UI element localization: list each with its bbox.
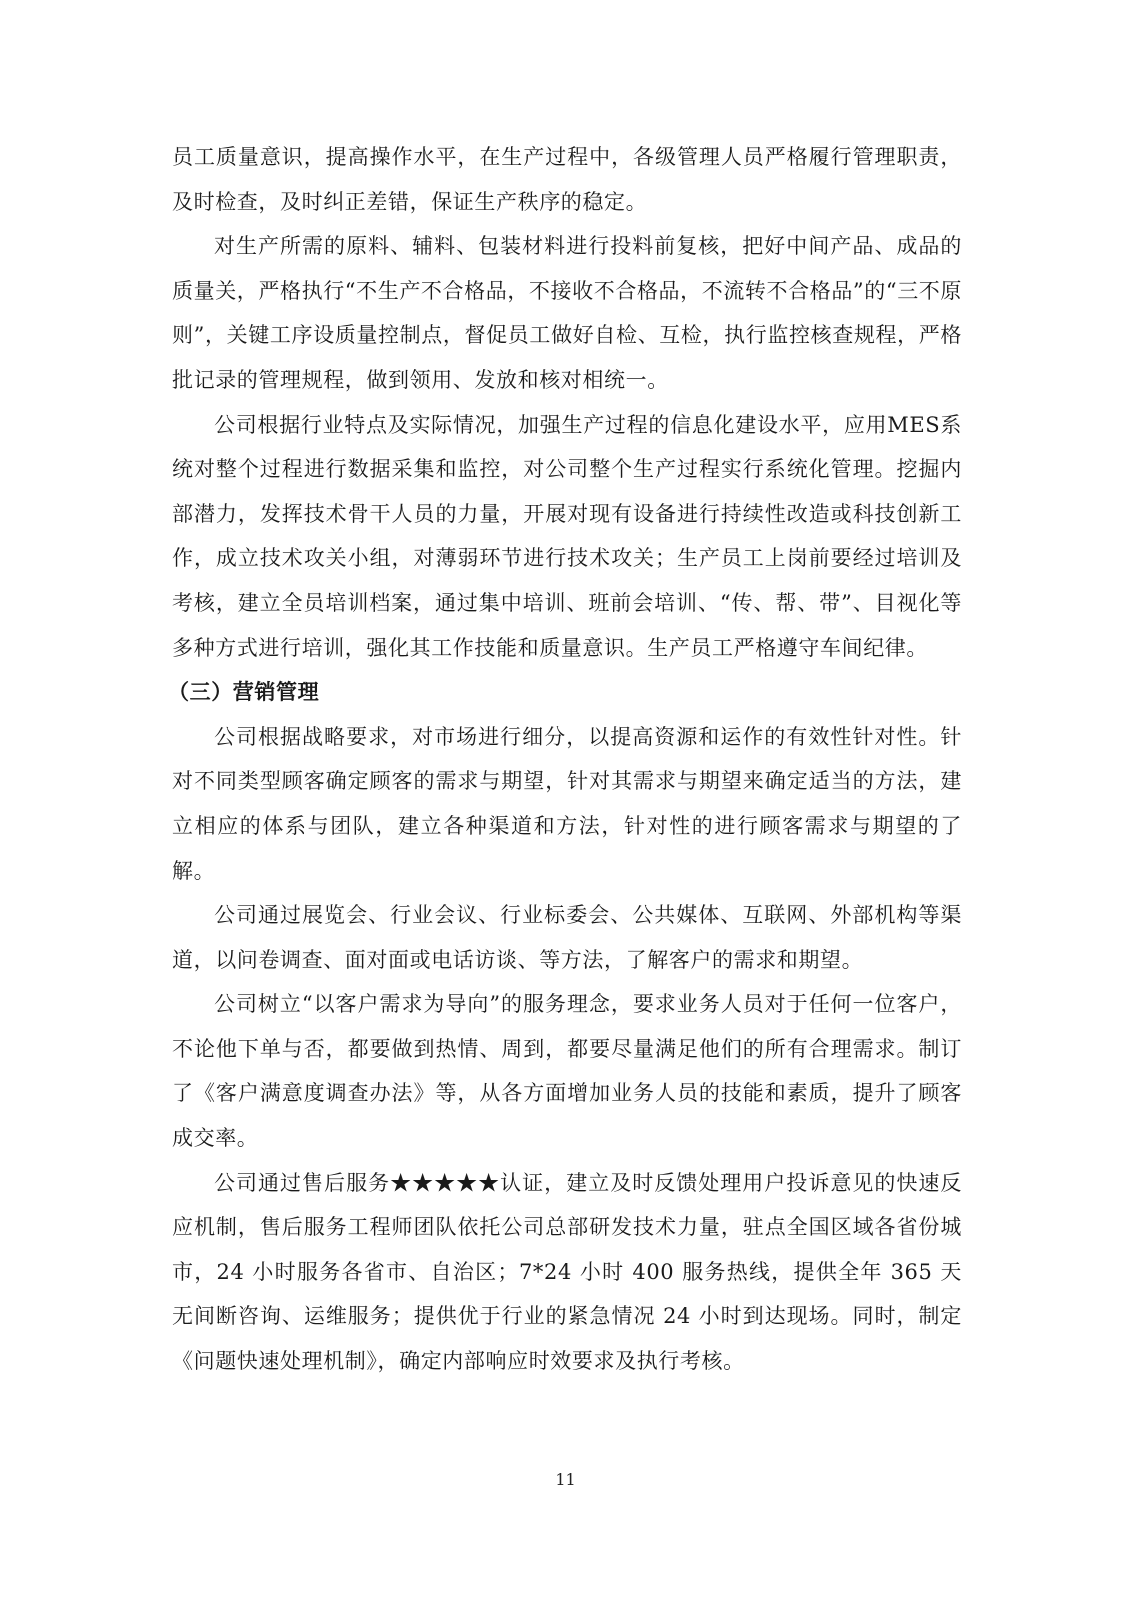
section-heading: （三）营销管理 bbox=[168, 679, 320, 705]
paragraph: 公司根据战略要求，对市场进行细分，以提高资源和运作的有效性针对性。针对不同类型顾客确定顾客的需求与期望，针对其需求与期望来确定适当的方法，建立相应的体系与团队，建立各种渠道和方法，针对性的进行顾客需求与期望的了解。 bbox=[172, 724, 962, 883]
paragraph: 员工质量意识，提高操作水平，在生产过程中，各级管理人员严格履行管理职责，及时检查，及时纠正差错，保证生产秩序的稳定。 bbox=[172, 145, 962, 214]
paragraph: 公司根据行业特点及实际情况，加强生产过程的信息化建设水平，应用MES系统对整个过程进行数据采集和监控，对公司整个生产过程实行系统化管理。挖掘内部潜力，发挥技术骨干人员的力量，开展对现有设备进行持续性改造或科技创新工作，成立技术攻关小组，对薄弱环节进行技术攻关；生产员工上岗前要经过培训及考核，建立全员培训档案，通过集中培训、班前会培训、“传、帮、带”、目视化等多种方式进行培训，强化其工作技能和质量意识。生产员工严格遵守车间纪律。 bbox=[172, 412, 962, 660]
paragraph: 公司通过售后服务★★★★★认证，建立及时反馈处理用户投诉意见的快速反应机制，售后服务工程师团队依托公司总部研发技术力量，驻点全国区域各省份城市，24 小时服务各省市、自治区；7*24 小时 400 服务热线，提供全年 365 天无间断咨询、运维服务；提供优于行业的紧急情况 24 小时到达现场。同时，制定《问题快速处理机制》，确定内部响应时效要求及执行考核。 bbox=[172, 1170, 962, 1374]
paragraph: 公司通过展览会、行业会议、行业标委会、公共媒体、互联网、外部机构等渠道，以问卷调查、面对面或电话访谈、等方法，了解客户的需求和期望。 bbox=[172, 903, 962, 972]
document-body bbox=[168, 135, 963, 1384]
paragraph: 公司树立“以客户需求为导向”的服务理念，要求业务人员对于任何一位客户，不论他下单与否，都要做到热情、周到，都要尽量满足他们的所有合理需求。制订了《客户满意度调查办法》等，从各方面增加业务人员的技能和素质，提升了顾客成交率。 bbox=[172, 992, 962, 1151]
page-number: 11 bbox=[555, 1470, 576, 1489]
paragraph: 对生产所需的原料、辅料、包装材料进行投料前复核，把好中间产品、成品的质量关，严格执行“不生产不合格品，不接收不合格品，不流转不合格品”的“三不原则”，关键工序设质量控制点，督促员工做好自检、互检，执行监控核查规程，严格批记录的管理规程，做到领用、发放和核对相统一。 bbox=[172, 234, 963, 392]
